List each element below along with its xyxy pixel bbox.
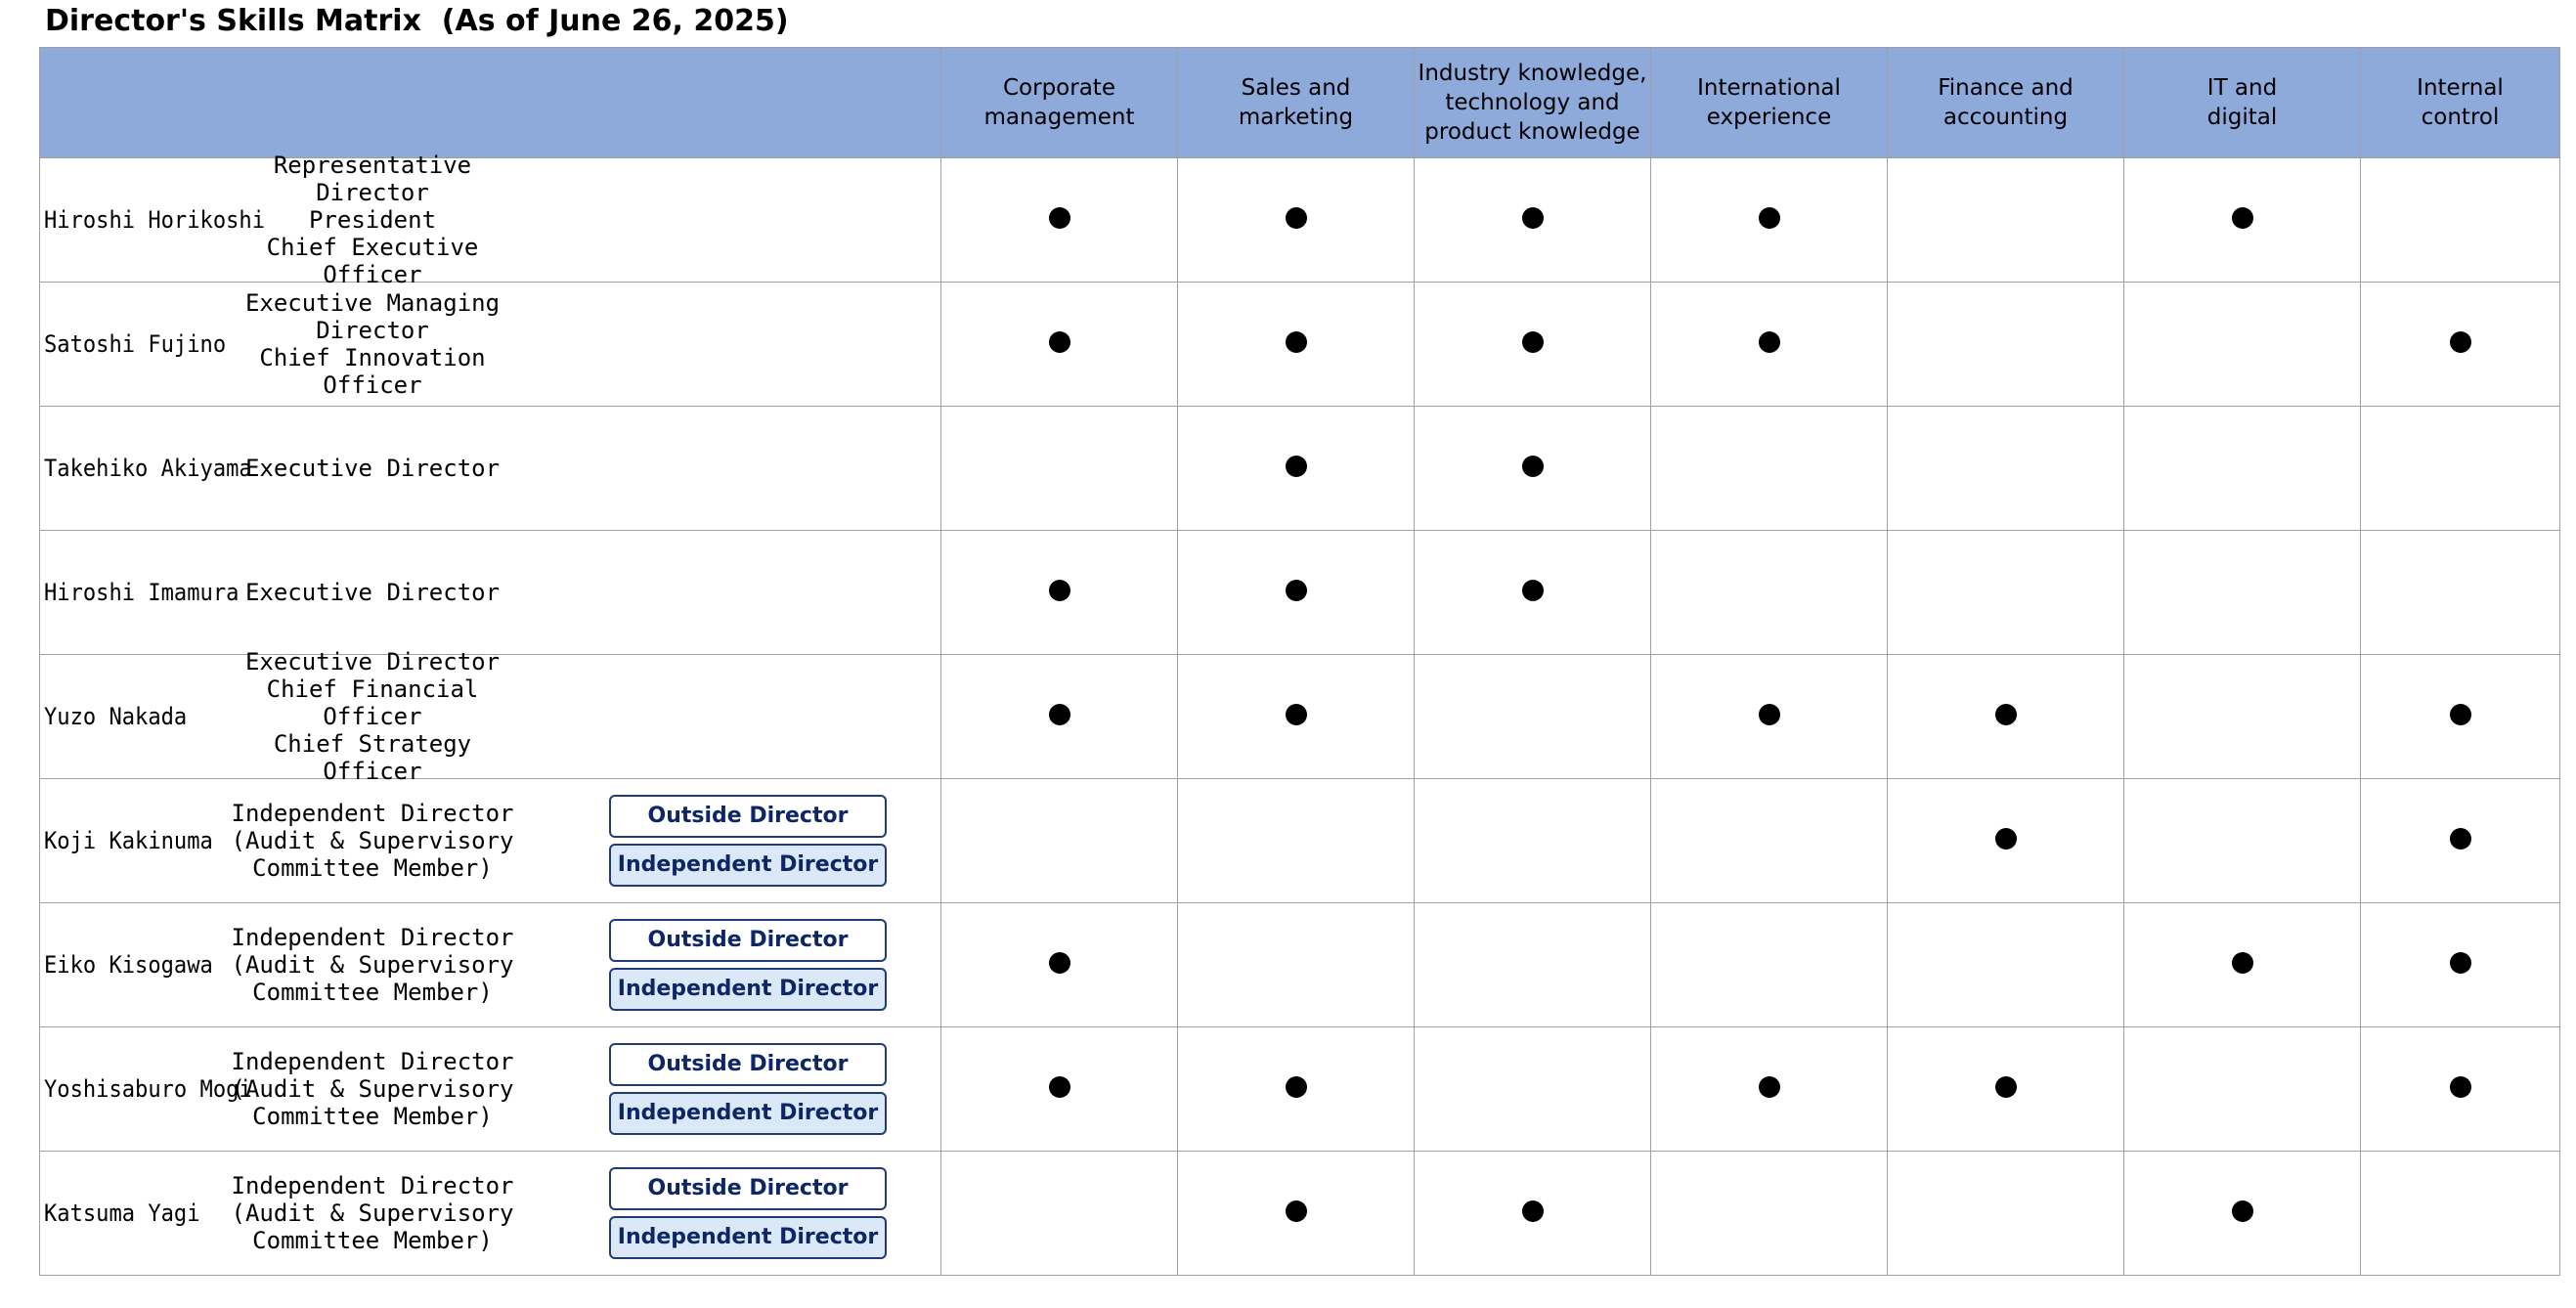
independent-director-badge: Independent Director xyxy=(609,968,887,1011)
skill-dot-icon xyxy=(2232,952,2253,974)
skill-cell xyxy=(1415,283,1651,407)
director-role: Independent Director (Audit & Supervisory Committee Member) xyxy=(231,800,514,882)
skill-cell xyxy=(1178,283,1415,407)
director-info-cell xyxy=(40,283,941,407)
director-name-wrap xyxy=(44,579,256,606)
director-row xyxy=(40,407,2560,531)
outside-director-badge: Outside Director xyxy=(609,795,887,838)
skill-cell xyxy=(1415,903,1651,1027)
skill-cell xyxy=(941,779,1178,903)
skills-matrix-table xyxy=(39,47,2560,1276)
skill-dot-icon xyxy=(1286,1076,1307,1098)
skill-dot-icon xyxy=(1759,1076,1780,1098)
director-badges xyxy=(609,1043,891,1135)
skill-cell xyxy=(941,1027,1178,1152)
skill-cell xyxy=(1651,1152,1888,1276)
director-row xyxy=(40,283,2560,407)
director-row xyxy=(40,655,2560,779)
skill-dot-icon xyxy=(2450,1076,2471,1098)
director-info-cell xyxy=(40,1027,941,1152)
director-name: Koji Kakinuma xyxy=(44,827,213,854)
column-header: Corporate management xyxy=(941,48,1178,158)
skill-cell xyxy=(2361,655,2560,779)
director-name: Satoshi Fujino xyxy=(44,330,227,358)
director-row xyxy=(40,1152,2560,1276)
skill-cell xyxy=(1415,655,1651,779)
outside-director-badge: Outside Director xyxy=(609,919,887,962)
director-row xyxy=(40,158,2560,283)
skill-dot-icon xyxy=(1286,207,1307,229)
director-name: Takehiko Akiyama xyxy=(44,455,252,482)
skill-dot-icon xyxy=(2232,1200,2253,1222)
director-role: Independent Director (Audit & Supervisory Committee Member) xyxy=(231,924,514,1006)
director-info-cell xyxy=(40,531,941,655)
skill-dot-icon xyxy=(1759,331,1780,353)
skill-dot-icon xyxy=(1049,207,1070,229)
skill-cell xyxy=(1651,531,1888,655)
director-badges xyxy=(609,1167,891,1259)
matrix-body xyxy=(40,152,2560,1276)
skill-dot-icon xyxy=(1049,580,1070,601)
skill-cell xyxy=(1888,655,2124,779)
skill-dot-icon xyxy=(1522,456,1544,477)
skill-dot-icon xyxy=(1759,207,1780,229)
skill-dot-icon xyxy=(1522,207,1544,229)
column-header: Industry knowledge, technology and product knowledge xyxy=(1415,48,1651,158)
director-role: Independent Director (Audit & Supervisory Committee Member) xyxy=(231,1172,514,1254)
skill-cell xyxy=(941,158,1178,283)
director-badges xyxy=(609,919,891,1011)
skill-cell xyxy=(2124,1027,2361,1152)
skill-cell xyxy=(1888,1027,2124,1152)
skill-cell xyxy=(2124,158,2361,283)
skill-cell xyxy=(1651,655,1888,779)
skill-cell xyxy=(941,1152,1178,1276)
skill-cell xyxy=(1651,779,1888,903)
director-row xyxy=(40,903,2560,1027)
skill-dot-icon xyxy=(1049,704,1070,725)
skill-cell xyxy=(2124,779,2361,903)
skill-cell xyxy=(2361,158,2560,283)
skill-cell xyxy=(1415,407,1651,531)
skill-cell xyxy=(941,407,1178,531)
column-header: Sales and marketing xyxy=(1178,48,1415,158)
outside-director-badge: Outside Director xyxy=(609,1043,887,1086)
independent-director-badge: Independent Director xyxy=(609,1092,887,1135)
skill-cell xyxy=(1415,158,1651,283)
director-name-wrap xyxy=(44,951,228,979)
skill-dot-icon xyxy=(1995,1076,2017,1098)
skill-cell xyxy=(1415,779,1651,903)
director-role: Executive Director Chief Financial Officer Chief Strategy Officer xyxy=(244,648,501,785)
skill-cell xyxy=(1651,1027,1888,1152)
skill-cell xyxy=(2124,903,2361,1027)
column-header: International experience xyxy=(1651,48,1888,158)
skill-dot-icon xyxy=(1522,331,1544,353)
page-title: Director's Skills Matrix (As of June 26, 2025) xyxy=(45,4,789,38)
director-name-wrap xyxy=(44,330,241,358)
skill-dot-icon xyxy=(1286,580,1307,601)
skill-cell xyxy=(941,903,1178,1027)
outside-director-badge: Outside Director xyxy=(609,1167,887,1210)
skill-dot-icon xyxy=(2450,828,2471,850)
skill-cell xyxy=(2361,1027,2560,1152)
skill-cell xyxy=(2361,283,2560,407)
skill-cell xyxy=(2124,283,2361,407)
director-row xyxy=(40,531,2560,655)
director-role: Executive Director xyxy=(244,455,501,482)
skill-dot-icon xyxy=(1995,828,2017,850)
director-info-cell xyxy=(40,779,941,903)
director-name-wrap xyxy=(44,703,199,730)
skill-dot-icon xyxy=(1049,1076,1070,1098)
skill-cell xyxy=(2124,531,2361,655)
skill-dot-icon xyxy=(1286,704,1307,725)
director-info-cell xyxy=(40,648,941,785)
skill-dot-icon xyxy=(2232,207,2253,229)
skill-cell xyxy=(1651,407,1888,531)
column-header: IT and digital xyxy=(2124,48,2361,158)
column-header: Internal control xyxy=(2361,48,2560,158)
skill-cell xyxy=(1651,283,1888,407)
skill-dot-icon xyxy=(1286,456,1307,477)
skill-cell xyxy=(941,283,1178,407)
skill-cell xyxy=(1888,283,2124,407)
director-role: Representative Director President Chief Executive Officer xyxy=(266,152,479,288)
skill-cell xyxy=(1178,158,1415,283)
header-blank-cell xyxy=(40,48,941,158)
skill-cell xyxy=(1415,531,1651,655)
skill-cell xyxy=(2361,903,2560,1027)
director-info-cell xyxy=(40,152,941,288)
skill-cell xyxy=(941,531,1178,655)
skill-cell xyxy=(1178,1152,1415,1276)
skill-cell xyxy=(1888,903,2124,1027)
skill-cell xyxy=(1888,779,2124,903)
director-role: Executive Director xyxy=(244,579,501,606)
skill-cell xyxy=(1415,1152,1651,1276)
skill-cell xyxy=(1888,407,2124,531)
column-header: Finance and accounting xyxy=(1888,48,2124,158)
skill-cell xyxy=(1178,407,1415,531)
skill-cell xyxy=(1178,655,1415,779)
skill-cell xyxy=(1178,1027,1415,1152)
director-row xyxy=(40,779,2560,903)
director-info-cell xyxy=(40,407,941,531)
independent-director-badge: Independent Director xyxy=(609,1216,887,1259)
director-name: Hiroshi Horikoshi xyxy=(44,206,265,234)
skill-cell xyxy=(2124,1152,2361,1276)
skill-dot-icon xyxy=(2450,331,2471,353)
skill-dot-icon xyxy=(1286,1200,1307,1222)
skill-cell xyxy=(1178,779,1415,903)
director-name: Yoshisaburo Mogi xyxy=(44,1075,252,1103)
skill-cell xyxy=(2124,407,2361,531)
skill-cell xyxy=(1178,531,1415,655)
director-name-wrap xyxy=(44,827,228,854)
skill-cell xyxy=(2361,407,2560,531)
independent-director-badge: Independent Director xyxy=(609,844,887,887)
skill-dot-icon xyxy=(1995,704,2017,725)
director-name: Katsuma Yagi xyxy=(44,1199,200,1227)
skill-dot-icon xyxy=(1286,331,1307,353)
skill-dot-icon xyxy=(1522,580,1544,601)
director-row xyxy=(40,1027,2560,1152)
director-role: Executive Managing Director Chief Innovation Officer xyxy=(244,289,501,399)
header-row xyxy=(40,48,2560,158)
skill-dot-icon xyxy=(1049,331,1070,353)
skill-cell xyxy=(1888,158,2124,283)
director-info-cell xyxy=(40,903,941,1027)
director-name-wrap xyxy=(44,1199,213,1227)
director-name: Yuzo Nakada xyxy=(44,703,188,730)
skill-cell xyxy=(1888,1152,2124,1276)
skill-cell xyxy=(1178,903,1415,1027)
director-role: Independent Director (Audit & Supervisory Committee Member) xyxy=(231,1048,514,1130)
skill-dot-icon xyxy=(2450,704,2471,725)
skill-dot-icon xyxy=(2450,952,2471,974)
skill-cell xyxy=(2124,655,2361,779)
skill-cell xyxy=(1415,1027,1651,1152)
skill-cell xyxy=(1888,531,2124,655)
skill-cell xyxy=(2361,531,2560,655)
director-name: Eiko Kisogawa xyxy=(44,951,213,979)
skill-cell xyxy=(941,655,1178,779)
skill-dot-icon xyxy=(1522,1200,1544,1222)
skill-cell xyxy=(1651,158,1888,283)
director-name: Hiroshi Imamura xyxy=(44,579,240,606)
skill-dot-icon xyxy=(1759,704,1780,725)
skill-dot-icon xyxy=(1049,952,1070,974)
skill-cell xyxy=(2361,779,2560,903)
director-badges xyxy=(609,795,891,887)
skill-cell xyxy=(2361,1152,2560,1276)
skill-cell xyxy=(1651,903,1888,1027)
director-info-cell xyxy=(40,1152,941,1276)
